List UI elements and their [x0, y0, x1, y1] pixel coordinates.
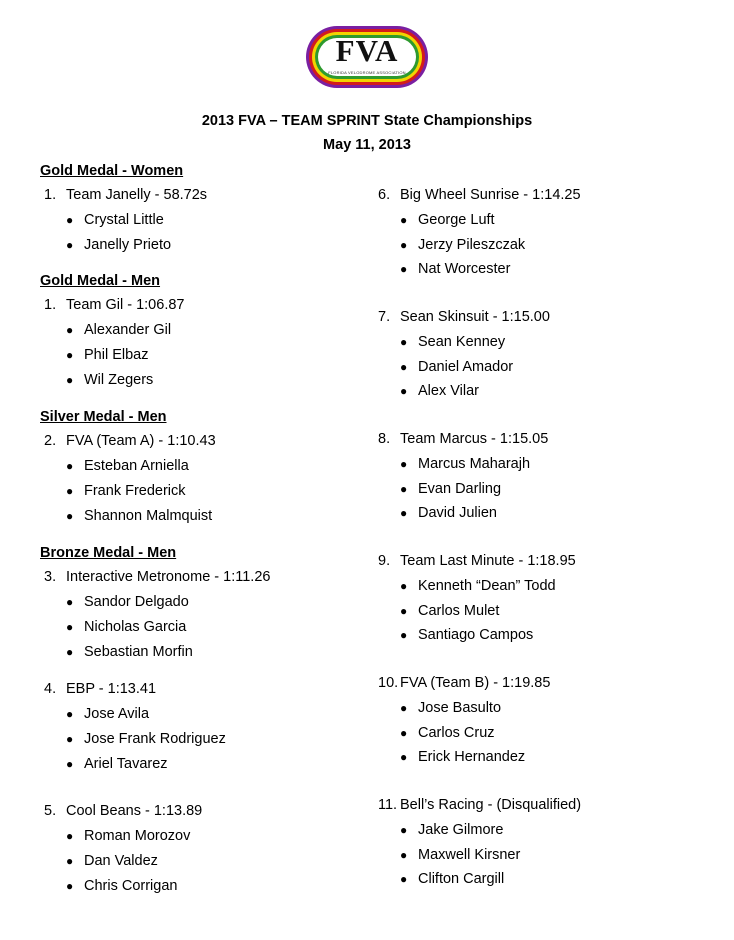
team-member: Jose Avila — [84, 706, 150, 722]
medal-heading: Silver Medal - Men — [40, 409, 167, 425]
fva-logo — [306, 26, 428, 88]
team-member: Carlos Cruz — [418, 724, 495, 741]
team-member: Chris Corrigan — [84, 878, 178, 894]
bullet-icon: ● — [400, 262, 408, 277]
team-member: Sean Kenney — [418, 334, 506, 350]
team-number: 2. — [44, 433, 57, 449]
bullet-icon: ● — [400, 457, 408, 471]
team-member: Jose Frank Rodriguez — [84, 731, 226, 747]
bullet-icon: ● — [66, 323, 74, 337]
team-result: Team Marcus - 1:15.05 — [400, 431, 549, 447]
team-number: 1. — [44, 297, 57, 313]
bullet-icon: ● — [400, 603, 408, 618]
bullet-icon: ● — [66, 879, 74, 893]
team-member: Clifton Cargill — [418, 871, 505, 888]
logo-subtitle: FLORIDA VELODROME ASSOCIATION — [328, 70, 406, 75]
bullet-icon: ● — [66, 757, 74, 771]
bullet-icon: ● — [66, 732, 74, 746]
bullet-icon: ● — [66, 645, 74, 659]
team-member: Jose Basulto — [418, 700, 502, 716]
team-member: Ariel Tavarez — [84, 756, 168, 772]
page-title: 2013 FVA – TEAM SPRINT State Championships — [201, 113, 533, 129]
team-number: 8. — [378, 431, 391, 447]
bullet-icon: ● — [66, 509, 74, 523]
team-member: Roman Morozov — [84, 828, 191, 844]
bullet-icon: ● — [66, 829, 74, 843]
medal-heading: Gold Medal - Women — [40, 163, 184, 179]
bullet-icon: ● — [66, 620, 74, 634]
bullet-icon: ● — [400, 335, 408, 349]
team-member: Jake Gilmore — [418, 822, 504, 838]
bullet-icon: ● — [400, 847, 408, 862]
bullet-icon: ● — [400, 481, 408, 496]
team-number: 9. — [378, 553, 391, 569]
team-result: EBP - 1:13.41 — [66, 681, 157, 697]
bullet-icon: ● — [400, 701, 408, 715]
team-member: Crystal Little — [84, 212, 164, 228]
team-member: Carlos Mulet — [418, 602, 500, 619]
bullet-icon: ● — [66, 213, 74, 227]
event-date: May 11, 2013 — [323, 137, 411, 153]
team-number: 6. — [378, 187, 391, 203]
team-member: Kenneth “Dean” Todd — [418, 578, 556, 594]
bullet-icon: ● — [400, 359, 408, 374]
bullet-icon: ● — [400, 213, 408, 227]
team-number: 4. — [44, 681, 57, 697]
bullet-icon: ● — [400, 579, 408, 593]
team-member: Esteban Arniella — [84, 458, 189, 474]
team-result: FVA (Team A) - 1:10.43 — [66, 433, 216, 449]
team-member: Dan Valdez — [84, 853, 158, 869]
team-result: Big Wheel Sunrise - 1:14.25 — [400, 187, 581, 203]
team-member: Nicholas Garcia — [84, 619, 187, 635]
bullet-icon: ● — [66, 484, 74, 498]
team-member: Shannon Malmquist — [84, 508, 213, 524]
team-result: Interactive Metronome - 1:11.26 — [66, 569, 271, 585]
bullet-icon: ● — [400, 750, 408, 765]
team-number: 11. — [378, 797, 398, 813]
team-member: Alexander Gil — [84, 322, 172, 338]
bullet-icon: ● — [66, 373, 74, 387]
team-member: Nat Worcester — [418, 261, 511, 278]
team-member: Maxwell Kirsner — [418, 846, 521, 863]
team-member: Jerzy Pileszczak — [418, 236, 526, 253]
team-member: Phil Elbaz — [84, 347, 149, 363]
team-number: 1. — [44, 187, 57, 203]
bullet-icon: ● — [66, 238, 74, 252]
team-result: Bell’s Racing - (Disqualified) — [400, 797, 582, 813]
bullet-icon: ● — [400, 823, 408, 837]
team-member: Frank Frederick — [84, 483, 186, 499]
team-result: Team Last Minute - 1:18.95 — [400, 553, 576, 569]
bullet-icon: ● — [66, 348, 74, 362]
logo-text: FVA — [335, 33, 399, 68]
team-number: 5. — [44, 803, 57, 819]
bullet-icon: ● — [66, 459, 74, 473]
medal-heading: Gold Medal - Men — [40, 273, 161, 289]
team-result: Team Gil - 1:06.87 — [66, 297, 185, 313]
team-member: George Luft — [418, 212, 495, 228]
team-result: Sean Skinsuit - 1:15.00 — [400, 309, 550, 325]
bullet-icon: ● — [66, 854, 74, 868]
bullet-icon: ● — [400, 237, 408, 252]
bullet-icon: ● — [400, 872, 408, 887]
team-result: Cool Beans - 1:13.89 — [66, 803, 203, 819]
bullet-icon: ● — [400, 506, 408, 521]
team-number: 7. — [378, 309, 391, 325]
team-member: David Julien — [418, 505, 497, 522]
bullet-icon: ● — [400, 628, 408, 643]
medal-heading: Bronze Medal - Men — [40, 545, 177, 561]
team-member: Marcus Maharajh — [418, 456, 531, 472]
team-member: Daniel Amador — [418, 358, 514, 375]
team-result: Team Janelly - 58.72s — [66, 187, 208, 203]
bullet-icon: ● — [400, 384, 408, 399]
team-member: Sandor Delgado — [84, 594, 189, 610]
team-result: FVA (Team B) - 1:19.85 — [400, 675, 551, 691]
team-member: Janelly Prieto — [84, 237, 172, 253]
bullet-icon: ● — [66, 595, 74, 609]
team-member: Alex Vilar — [418, 383, 479, 400]
team-member: Sebastian Morfin — [84, 644, 193, 660]
team-member: Santiago Campos — [418, 627, 534, 644]
team-number: 10. — [378, 675, 399, 691]
bullet-icon: ● — [400, 725, 408, 740]
team-member: Wil Zegers — [84, 372, 154, 388]
team-number: 3. — [44, 569, 57, 585]
bullet-icon: ● — [66, 707, 74, 721]
team-member: Evan Darling — [418, 480, 502, 497]
team-member: Erick Hernandez — [418, 749, 526, 766]
